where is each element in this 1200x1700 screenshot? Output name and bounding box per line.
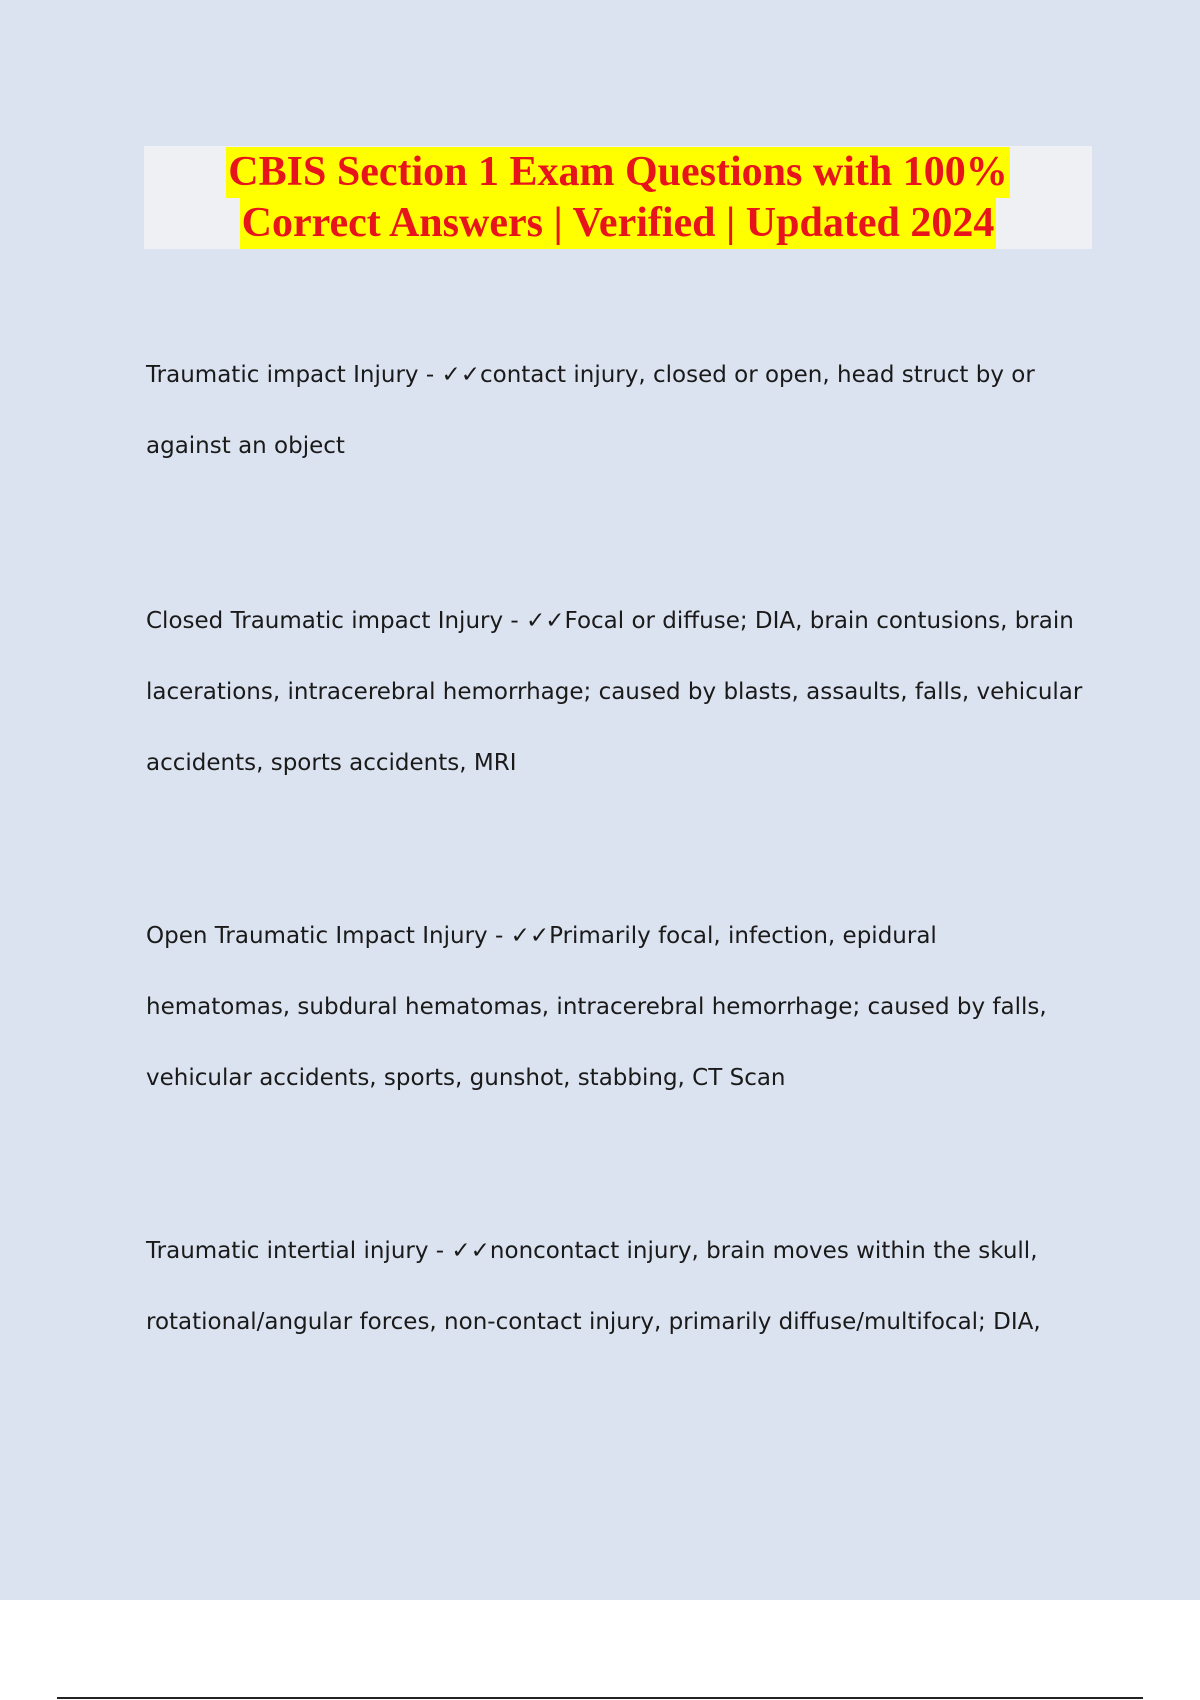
footer-divider: [57, 1697, 1143, 1699]
entry-line: Traumatic intertial injury - ✓✓noncontact injury, brain moves within the skull,: [146, 1238, 1038, 1264]
qa-entry-closed-traumatic-impact-injury: [146, 586, 1083, 799]
entry-line: vehicular accidents, sports, gunshot, stabbing, CT Scan: [146, 1065, 786, 1091]
entry-line: accidents, sports accidents, MRI: [146, 750, 517, 776]
title-line-2: Correct Answers | Verified | Updated 2024: [240, 198, 997, 249]
entry-line: Open Traumatic Impact Injury - ✓✓Primarily focal, infection, epidural: [146, 923, 937, 949]
entry-line: lacerations, intracerebral hemorrhage; caused by blasts, assaults, falls, vehicular: [146, 679, 1083, 705]
qa-entry-traumatic-inertial-injury: [146, 1216, 1076, 1358]
entry-line: hematomas, subdural hematomas, intracerebral hemorrhage; caused by falls,: [146, 994, 1047, 1020]
entry-line: Closed Traumatic impact Injury - ✓✓Focal or diffuse; DIA, brain contusions, brain: [146, 608, 1074, 634]
qa-entry-open-traumatic-impact-injury: [146, 901, 1076, 1114]
entry-line: Traumatic impact Injury - ✓✓contact injury, closed or open, head struct by or: [146, 362, 1035, 388]
title-line-1: CBIS Section 1 Exam Questions with 100%: [226, 147, 1009, 198]
entry-line: against an object: [146, 433, 345, 459]
document-title: [144, 146, 1092, 249]
qa-entry-traumatic-impact-injury: [146, 340, 1076, 482]
entry-line: rotational/angular forces, non-contact injury, primarily diffuse/multifocal; DIA,: [146, 1309, 1041, 1335]
